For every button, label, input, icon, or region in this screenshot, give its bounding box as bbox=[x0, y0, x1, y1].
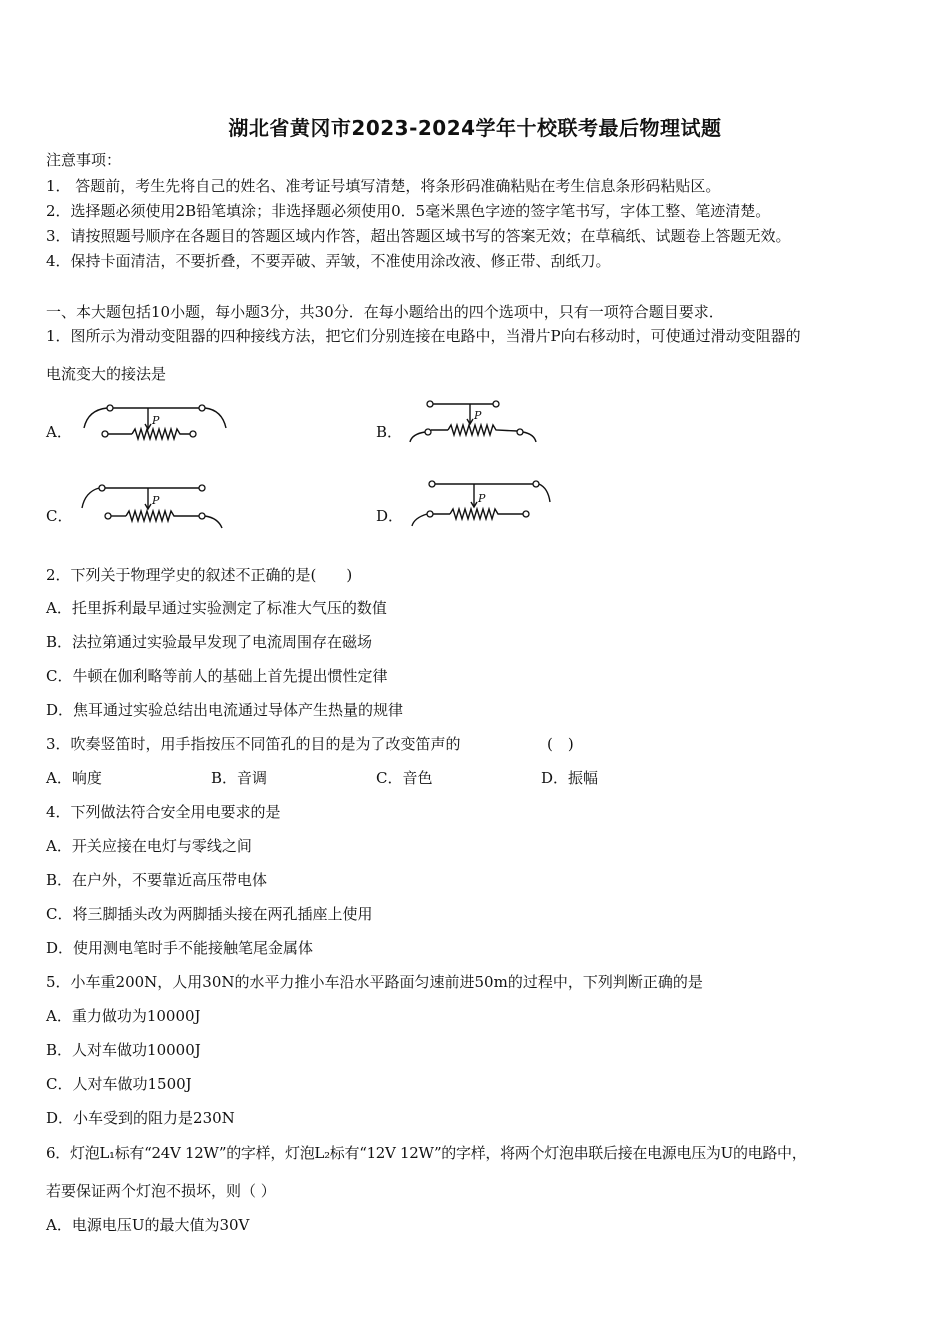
q5-option-b: B．人对车做功10000J bbox=[46, 1041, 201, 1059]
q5-option-c: C．人对车做功1500J bbox=[46, 1075, 192, 1093]
q1-option-d-label: D． bbox=[376, 507, 404, 525]
q5-stem: 5．小车重200N，人用30N的水平力推小车沿水平路面匀速前进50m的过程中，下列判断正确的是 bbox=[46, 973, 703, 991]
q4-option-a: A．开关应接在电灯与零线之间 bbox=[46, 837, 252, 855]
q1-stem-line1: 1．图所示为滑动变阻器的四种接线方法，把它们分别连接在电路中，当滑片P向右移动时，可使通过滑动变阻器的 bbox=[46, 327, 801, 345]
q3-option-a: A．响度 bbox=[46, 769, 102, 787]
q1-option-b-label: B． bbox=[376, 423, 403, 441]
q2-option-c: C．牛顿在伽利略等前人的基础上首先提出惯性定律 bbox=[46, 667, 388, 685]
q4-option-c: C．将三脚插头改为两脚插头接在两孔插座上使用 bbox=[46, 905, 373, 923]
q1-option-c-label: C． bbox=[46, 507, 73, 525]
page-title: 湖北省黄冈市2023-2024学年十校联考最后物理试题 bbox=[228, 116, 722, 140]
q4-option-b: B．在户外，不要靠近高压带电体 bbox=[46, 871, 268, 889]
q3-option-d: D．振幅 bbox=[541, 769, 599, 787]
q2-stem: 2．下列关于物理学史的叙述不正确的是( ) bbox=[46, 566, 353, 584]
q1-diagram-d bbox=[408, 476, 553, 532]
q1-diagram-a bbox=[80, 398, 230, 448]
notice-item-2: 2．选择题必须使用2B铅笔填涂；非选择题必须使用0．5毫米黑色字迹的签字笔书写，字体工整、笔迹清楚。 bbox=[46, 202, 771, 220]
svg-text:P: P bbox=[474, 409, 482, 422]
q3-option-c: C．音色 bbox=[376, 769, 433, 787]
q5-option-a: A．重力做功为10000J bbox=[46, 1007, 201, 1025]
svg-text:P: P bbox=[152, 414, 160, 427]
notice-item-4: 4．保持卡面清洁，不要折叠，不要弄破、弄皱，不准使用涂改液、修正带、刮纸刀。 bbox=[46, 252, 611, 270]
q3-answer-paren: ( ) bbox=[547, 735, 574, 753]
notice-item-1: 1． 答题前，考生先将自己的姓名、准考证号填写清楚，将条形码准确粘贴在考生信息条形码粘贴区。 bbox=[46, 177, 721, 195]
q1-diagram-c bbox=[80, 478, 230, 532]
svg-text:P: P bbox=[478, 492, 486, 505]
q2-option-d: D．焦耳通过实验总结出电流通过导体产生热量的规律 bbox=[46, 701, 404, 719]
q3-stem: 3．吹奏竖笛时，用手指按压不同笛孔的目的是为了改变笛声的 bbox=[46, 735, 461, 753]
q2-option-a: A．托里拆利最早通过实验测定了标准大气压的数值 bbox=[46, 599, 387, 617]
q6-stem-line1: 6．灯泡L₁标有“24V 12W”的字样，灯泡L₂标有“12V 12W”的字样，将两个灯泡串联后接在电源电压为U的电路中， bbox=[46, 1144, 807, 1162]
q4-option-d: D．使用测电笔时手不能接触笔尾金属体 bbox=[46, 939, 314, 957]
q1-stem-line2: 电流变大的接法是 bbox=[46, 365, 167, 383]
q1-diagram-b bbox=[408, 396, 538, 448]
notice-item-3: 3．请按照题号顺序在各题目的答题区域内作答，超出答题区域书写的答案无效；在草稿纸、试题卷上答题无效。 bbox=[46, 227, 791, 245]
q6-stem-line2: 若要保证两个灯泡不损坏，则（ ） bbox=[46, 1182, 276, 1200]
q3-option-b: B．音调 bbox=[211, 769, 268, 787]
q2-option-b: B．法拉第通过实验最早发现了电流周围存在磁场 bbox=[46, 633, 373, 651]
q4-stem: 4．下列做法符合安全用电要求的是 bbox=[46, 803, 281, 821]
section-heading: 一、本大题包括10小题，每小题3分，共30分．在每小题给出的四个选项中，只有一项符合题目要求． bbox=[46, 303, 724, 321]
q6-option-a: A．电源电压U的最大值为30V bbox=[46, 1216, 250, 1234]
q1-option-a-label: A． bbox=[46, 423, 72, 441]
notice-heading: 注意事项： bbox=[46, 151, 122, 169]
svg-text:P: P bbox=[152, 494, 160, 507]
q5-option-d: D．小车受到的阻力是230N bbox=[46, 1109, 235, 1127]
